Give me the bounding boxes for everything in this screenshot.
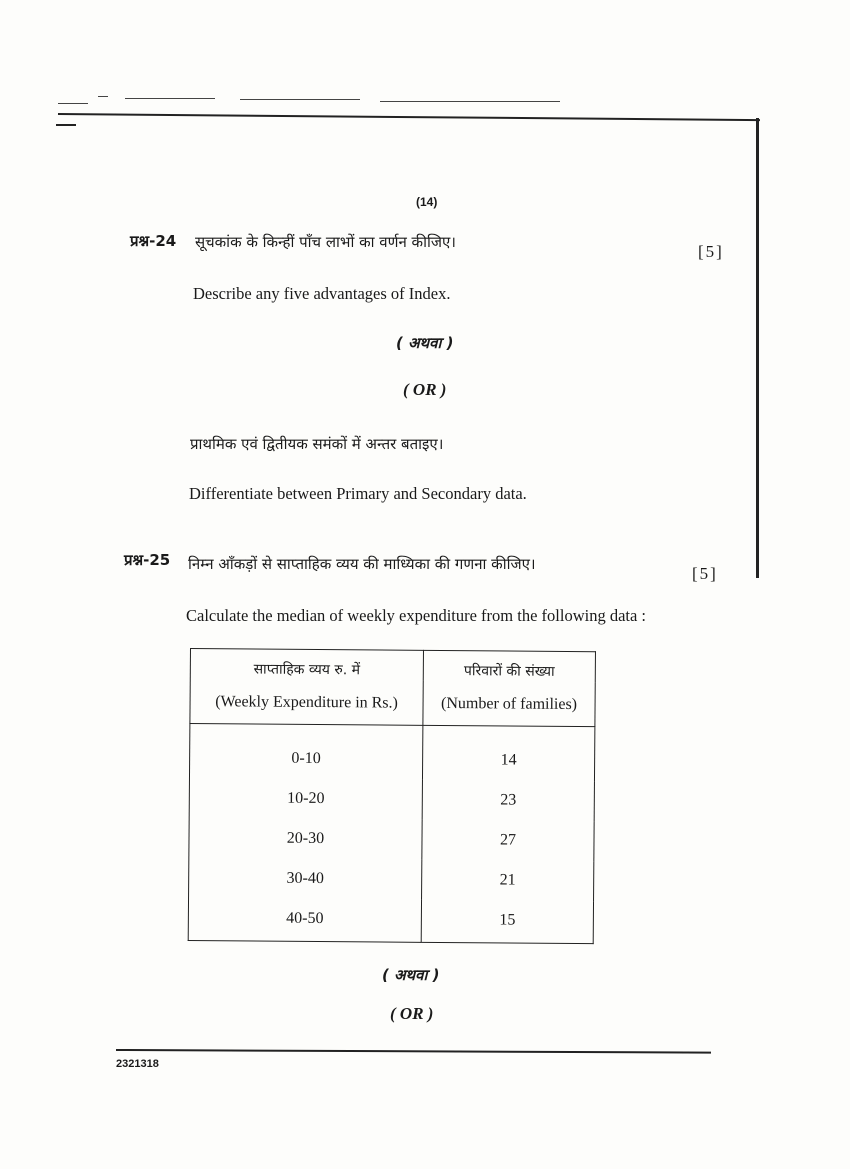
q24-marks: [5] <box>698 242 724 261</box>
q24-or-hindi: ( अथवा ) <box>396 334 454 352</box>
families-cell: 14 <box>422 725 594 781</box>
range-cell: 40-50 <box>188 898 421 942</box>
table-row <box>189 724 594 782</box>
q25-hindi-text: निम्न आँकड़ों से साप्ताहिक व्यय की माध्यिका की गणना कीजिए। <box>188 555 536 573</box>
footer-rule <box>116 1049 711 1053</box>
table-row <box>189 818 594 861</box>
families-cell: 15 <box>421 900 593 944</box>
table-header-row-hindi <box>190 649 595 683</box>
scan-edge-dash <box>125 98 215 99</box>
table-row <box>189 778 594 821</box>
col1-header-english: (Weekly Expenditure in Rs.) <box>190 679 423 725</box>
scan-right-border <box>756 118 759 578</box>
scan-top-border <box>58 113 760 121</box>
col1-header-hindi: साप्ताहिक व्यय रु. में <box>190 649 423 681</box>
scan-edge-dash <box>98 96 108 97</box>
q25-or-english: ( OR ) <box>390 1004 434 1023</box>
q24-label: प्रश्न-24 <box>130 232 177 250</box>
page-number: (14) <box>416 195 438 209</box>
q25-english-text: Calculate the median of weekly expenditure from the following data : <box>186 606 647 625</box>
q24-english-text: Describe any five advantages of Index. <box>193 284 451 303</box>
table-row <box>189 858 594 901</box>
scan-edge-dash <box>380 101 560 102</box>
q25-marks: [5] <box>692 564 718 583</box>
expenditure-table <box>188 648 596 944</box>
q24-or-english: ( OR ) <box>403 380 447 399</box>
scan-left-mark <box>56 124 76 126</box>
col2-header-hindi: परिवारों की संख्या <box>423 650 595 682</box>
col2-header-english: (Number of families) <box>423 681 595 727</box>
q25-or-hindi: ( अथवा ) <box>382 966 440 984</box>
families-cell: 27 <box>422 820 594 861</box>
table-row <box>188 898 593 944</box>
range-cell: 30-40 <box>189 858 422 900</box>
q25-label: प्रश्न-25 <box>124 551 171 569</box>
q24-hindi-text: सूचकांक के किन्हीं पाँच लाभों का वर्णन कीजिए। <box>195 233 456 251</box>
table-header-row-english <box>190 679 595 727</box>
range-cell: 10-20 <box>189 778 422 820</box>
scan-edge-dash <box>58 103 88 104</box>
scan-edge-dash <box>240 99 360 100</box>
q24-alt-hindi-text: प्राथमिक एवं द्वितीयक समंकों में अन्तर बताइए। <box>190 435 444 453</box>
range-cell: 20-30 <box>189 818 422 860</box>
q24-alt-english-text: Differentiate between Primary and Secondary data. <box>189 484 527 503</box>
families-cell: 21 <box>422 860 594 901</box>
footer-code: 2321318 <box>116 1058 159 1070</box>
range-cell: 0-10 <box>189 724 422 780</box>
families-cell: 23 <box>422 780 594 821</box>
